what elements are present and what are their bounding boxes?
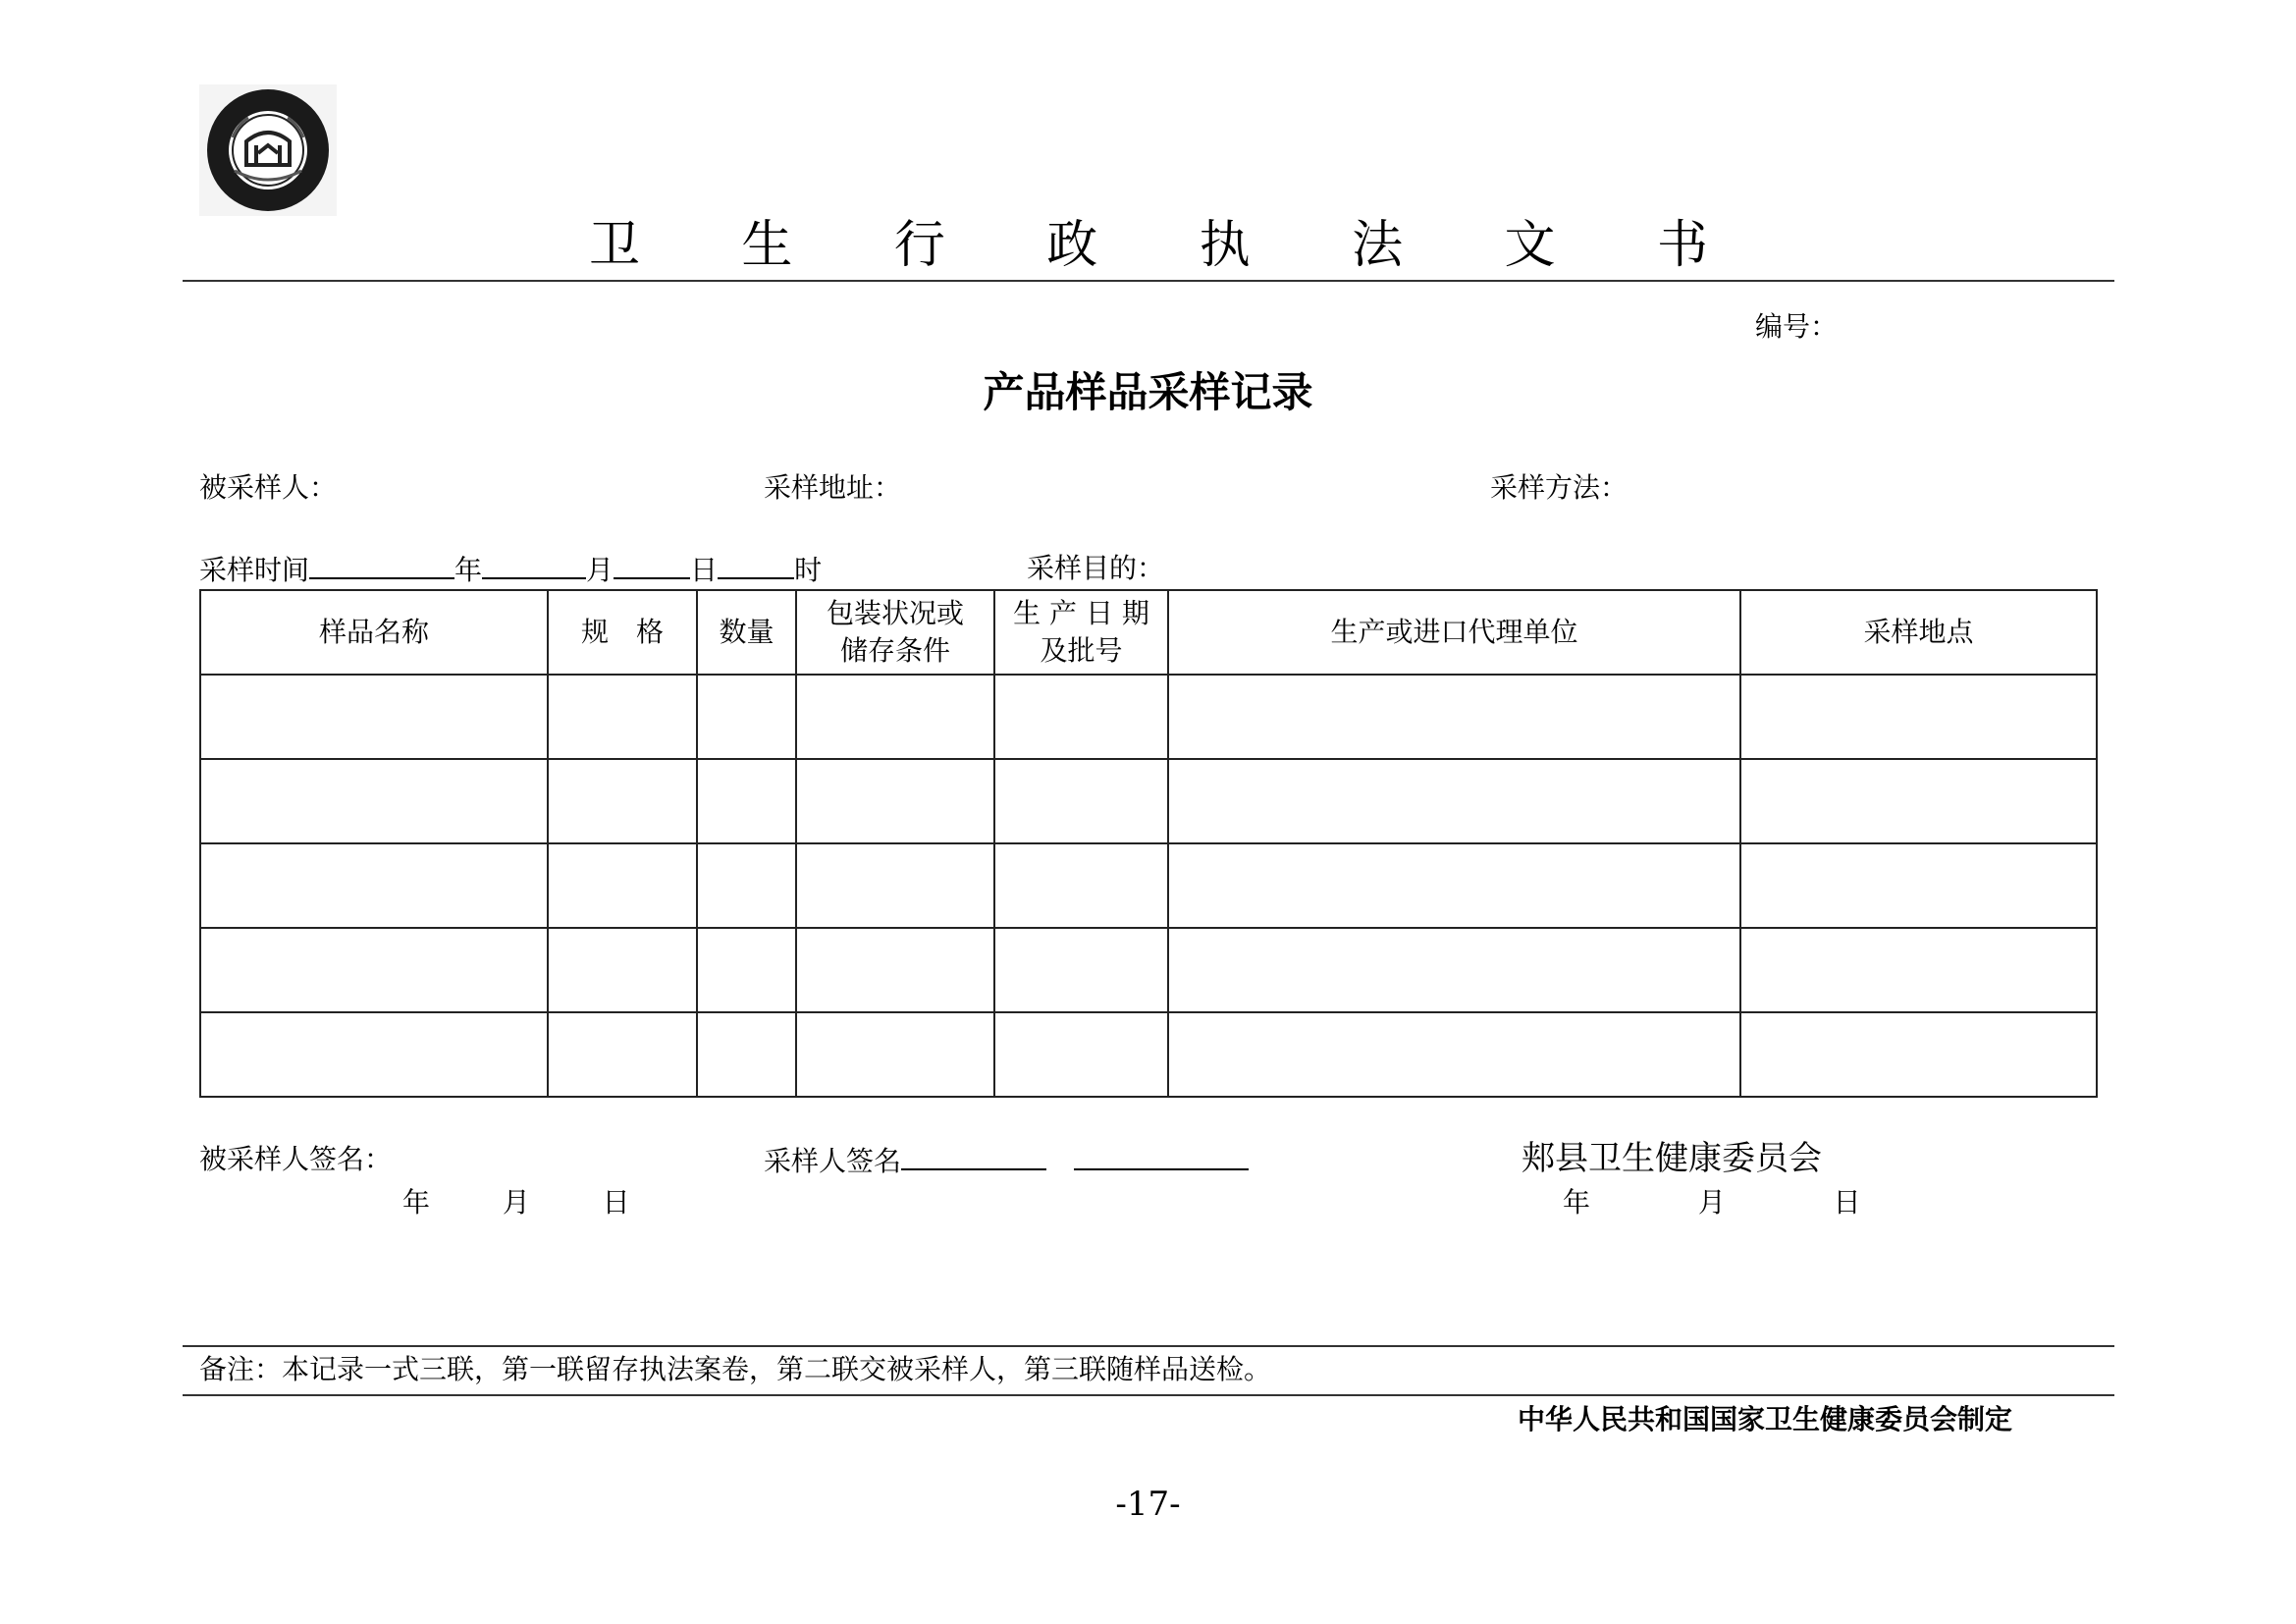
notes-bottom-divider [183, 1394, 2114, 1396]
table-cell[interactable] [994, 1012, 1168, 1097]
doc-number-label: 编号： [1755, 310, 1839, 343]
header-title-char: 法 [1352, 216, 1404, 275]
table-row [200, 928, 2097, 1012]
notes-top-divider [183, 1345, 2114, 1347]
table-cell[interactable] [548, 1012, 697, 1097]
table-cell[interactable] [1740, 675, 2097, 759]
date-day-label: 日 [602, 1186, 630, 1218]
maker-text: 中华人民共和国国家卫生健康委员会制定 [1518, 1403, 2013, 1435]
table-cell[interactable] [697, 759, 796, 843]
sampling-time-field[interactable] [199, 552, 822, 587]
date-month-label: 月 [502, 1186, 530, 1218]
date-year-label: 年 [1563, 1186, 1591, 1218]
table-cell[interactable] [200, 759, 548, 843]
header-location: 采样地点 [1740, 590, 2097, 675]
table-cell[interactable] [796, 759, 994, 843]
table-row [200, 1012, 2097, 1097]
table-cell[interactable] [796, 928, 994, 1012]
header-title-char: 文 [1504, 216, 1556, 275]
table-cell[interactable] [548, 928, 697, 1012]
table-cell[interactable] [796, 1012, 994, 1097]
header-date [994, 590, 1168, 675]
year-label: 年 [454, 554, 483, 586]
sampled-party-signature[interactable]: 被采样人签名： [199, 1143, 393, 1175]
sampling-address-field[interactable]: 采样地址： [764, 471, 902, 504]
table-cell[interactable] [697, 675, 796, 759]
header-title-char: 执 [1199, 216, 1251, 275]
table-header-row [200, 590, 2097, 675]
form-title: 产品样品采样记录 [983, 368, 1313, 416]
table-cell[interactable] [796, 843, 994, 928]
sample-table [199, 589, 2098, 1098]
date-day-label: 日 [1833, 1186, 1861, 1218]
sampled-party-field[interactable]: 被采样人： [199, 471, 338, 504]
page-number: -17- [1115, 1485, 1181, 1524]
table-cell[interactable] [1168, 928, 1740, 1012]
table-cell[interactable] [200, 1012, 548, 1097]
table-cell[interactable] [1740, 843, 2097, 928]
table-cell[interactable] [697, 843, 796, 928]
hour-blank[interactable] [718, 552, 794, 579]
header-quantity: 数量 [697, 590, 796, 675]
header-package-line1: 包装状况或 [826, 597, 964, 629]
sampler-signature-blank-1[interactable] [901, 1143, 1046, 1170]
header-divider [183, 280, 2114, 282]
notes-text: 备注：本记录一式三联，第一联留存执法案卷，第二联交被采样人，第三联随样品送检。 [199, 1353, 1272, 1385]
table-cell[interactable] [994, 843, 1168, 928]
table-cell[interactable] [796, 675, 994, 759]
table-cell[interactable] [548, 759, 697, 843]
table-cell[interactable] [200, 928, 548, 1012]
header-package-line2: 储存条件 [839, 634, 950, 667]
table-cell[interactable] [1168, 675, 1740, 759]
month-label: 月 [586, 554, 614, 586]
header-title-char: 卫 [589, 216, 641, 275]
table-cell[interactable] [697, 928, 796, 1012]
table-cell[interactable] [1740, 928, 2097, 1012]
header-title-char: 生 [741, 216, 793, 275]
organization-date [1563, 1186, 1861, 1219]
table-cell[interactable] [697, 1012, 796, 1097]
header-name: 样品名称 [200, 590, 548, 675]
sampling-purpose-field[interactable]: 采样目的： [1027, 552, 1165, 584]
sampler-signature-label: 采样人签名 [764, 1145, 902, 1177]
table-cell[interactable] [1168, 843, 1740, 928]
sampled-party-date [402, 1186, 630, 1219]
date-month-label: 月 [1697, 1186, 1726, 1218]
table-cell[interactable] [200, 675, 548, 759]
organization-name: 郏县卫生健康委员会 [1522, 1139, 1822, 1178]
header-date-line1: 生 产 日 期 [1013, 597, 1149, 629]
table-row [200, 843, 2097, 928]
month-blank[interactable] [482, 552, 586, 579]
year-blank[interactable] [309, 552, 454, 579]
sampler-signature-blank-2[interactable] [1074, 1143, 1249, 1170]
header-date-line2: 及批号 [1040, 634, 1123, 667]
table-cell[interactable] [200, 843, 548, 928]
hour-label: 时 [794, 554, 823, 586]
header-title-char: 行 [893, 216, 945, 275]
table-cell[interactable] [1168, 759, 1740, 843]
table-cell[interactable] [1168, 1012, 1740, 1097]
table-row [200, 675, 2097, 759]
date-year-label: 年 [402, 1186, 431, 1218]
table-row [200, 759, 2097, 843]
sampling-method-field[interactable]: 采样方法： [1490, 471, 1629, 504]
table-cell[interactable] [548, 675, 697, 759]
header-title-char: 书 [1656, 216, 1708, 275]
day-label: 日 [690, 554, 719, 586]
table-cell[interactable] [1740, 1012, 2097, 1097]
day-blank[interactable] [614, 552, 690, 579]
table-cell[interactable] [994, 675, 1168, 759]
header-package [796, 590, 994, 675]
header-spec: 规 格 [548, 590, 697, 675]
header-producer: 生产或进口代理单位 [1168, 590, 1740, 675]
table-cell[interactable] [994, 759, 1168, 843]
header-title [589, 216, 1708, 275]
sampling-time-label: 采样时间 [199, 554, 310, 586]
table-cell[interactable] [548, 843, 697, 928]
health-inspection-emblem-icon [199, 84, 337, 216]
sampler-signature[interactable] [764, 1143, 1249, 1178]
table-cell[interactable] [1740, 759, 2097, 843]
table-cell[interactable] [994, 928, 1168, 1012]
header-title-char: 政 [1046, 216, 1098, 275]
